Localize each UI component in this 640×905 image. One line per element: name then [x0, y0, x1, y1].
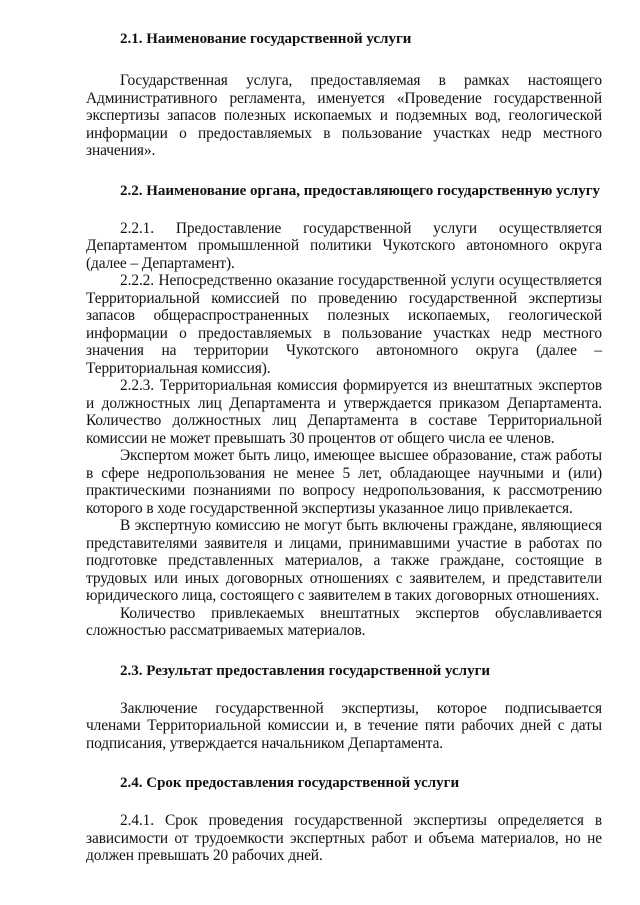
document-page [86, 30, 602, 865]
paragraph-2-4-1: 2.4.1. Срок проведения государственной экспертизы определяется в зависимости от трудоемкости экспертных работ и объема материалов, но не должен превышать 20 рабочих дней. [86, 812, 602, 864]
section-heading-2-3: 2.3. Результат предоставления государственной услуги [120, 662, 491, 679]
paragraph-2-2-2: 2.2.2. Непосредственно оказание государственной услуги осуществляется Территориальной комиссией по проведению государственной экспертизы запасов общераспространенных полезных ископаемых, геологической информации о предоставляемых в пользование участках недр местного значения на территории Чукотского автономного округа (далее – Территориальная комиссия). [86, 272, 602, 377]
paragraph-2-2-1: 2.2.1. Предоставление государственной услуги осуществляется Департаментом промышленной политики Чукотского автономного округа (далее – Департамент). [86, 219, 602, 272]
section-heading-2-1: 2.1. Наименование государственной услуги [120, 31, 412, 47]
paragraph-2-1: Государственная услуга, предоставляемая в рамках настоящего Административного регламента, именуется «Проведение государственной экспертизы запасов полезных ископаемых и подземных вод, геологической информации о предоставляемых в пользование участках недр местного значения». [86, 72, 602, 159]
paragraph-expert-count: Количество привлекаемых внештатных экспертов обуславливается сложностью рассматриваемых материалов. [86, 604, 602, 639]
section-heading-2-4: 2.4. Срок предоставления государственной услуги [120, 775, 460, 791]
paragraph-commission-exclusions: В экспертную комиссию не могут быть включены граждане, являющиеся представителями заявителя и лицами, принимавшими участие в работах по подготовке представленных материалов, а также граждане, состоящие в трудовых или иных договорных отношениях с заявителем, и представители юридического лица, состоящего с заявителем в таких договорных отношениях. [86, 517, 602, 604]
paragraph-expert-requirements: Экспертом может быть лицо, имеющее высшее образование, стаж работы в сфере недропользования не менее 5 лет, обладающее научными и (или) практическими познаниями по вопросу недропользования, к рассмотрению которого в ходе государственной экспертизы указанное лицо привлекается. [86, 447, 602, 517]
section-heading-2-2: 2.2. Наименование органа, предоставляющего государственную услугу [120, 182, 601, 199]
paragraph-2-2-3: 2.2.3. Территориальная комиссия формируется из внештатных экспертов и должностных лиц Департамента и утверждается приказом Департамента. Количество должностных лиц Департамента в составе Территориальной комиссии не может превышать 30 процентов от общего числа ее членов. [86, 377, 602, 447]
paragraph-2-3: Заключение государственной экспертизы, которое подписывается членами Территориальной комиссии и, в течение пяти рабочих дней с даты подписания, утверждается начальником Департамента. [86, 699, 602, 752]
